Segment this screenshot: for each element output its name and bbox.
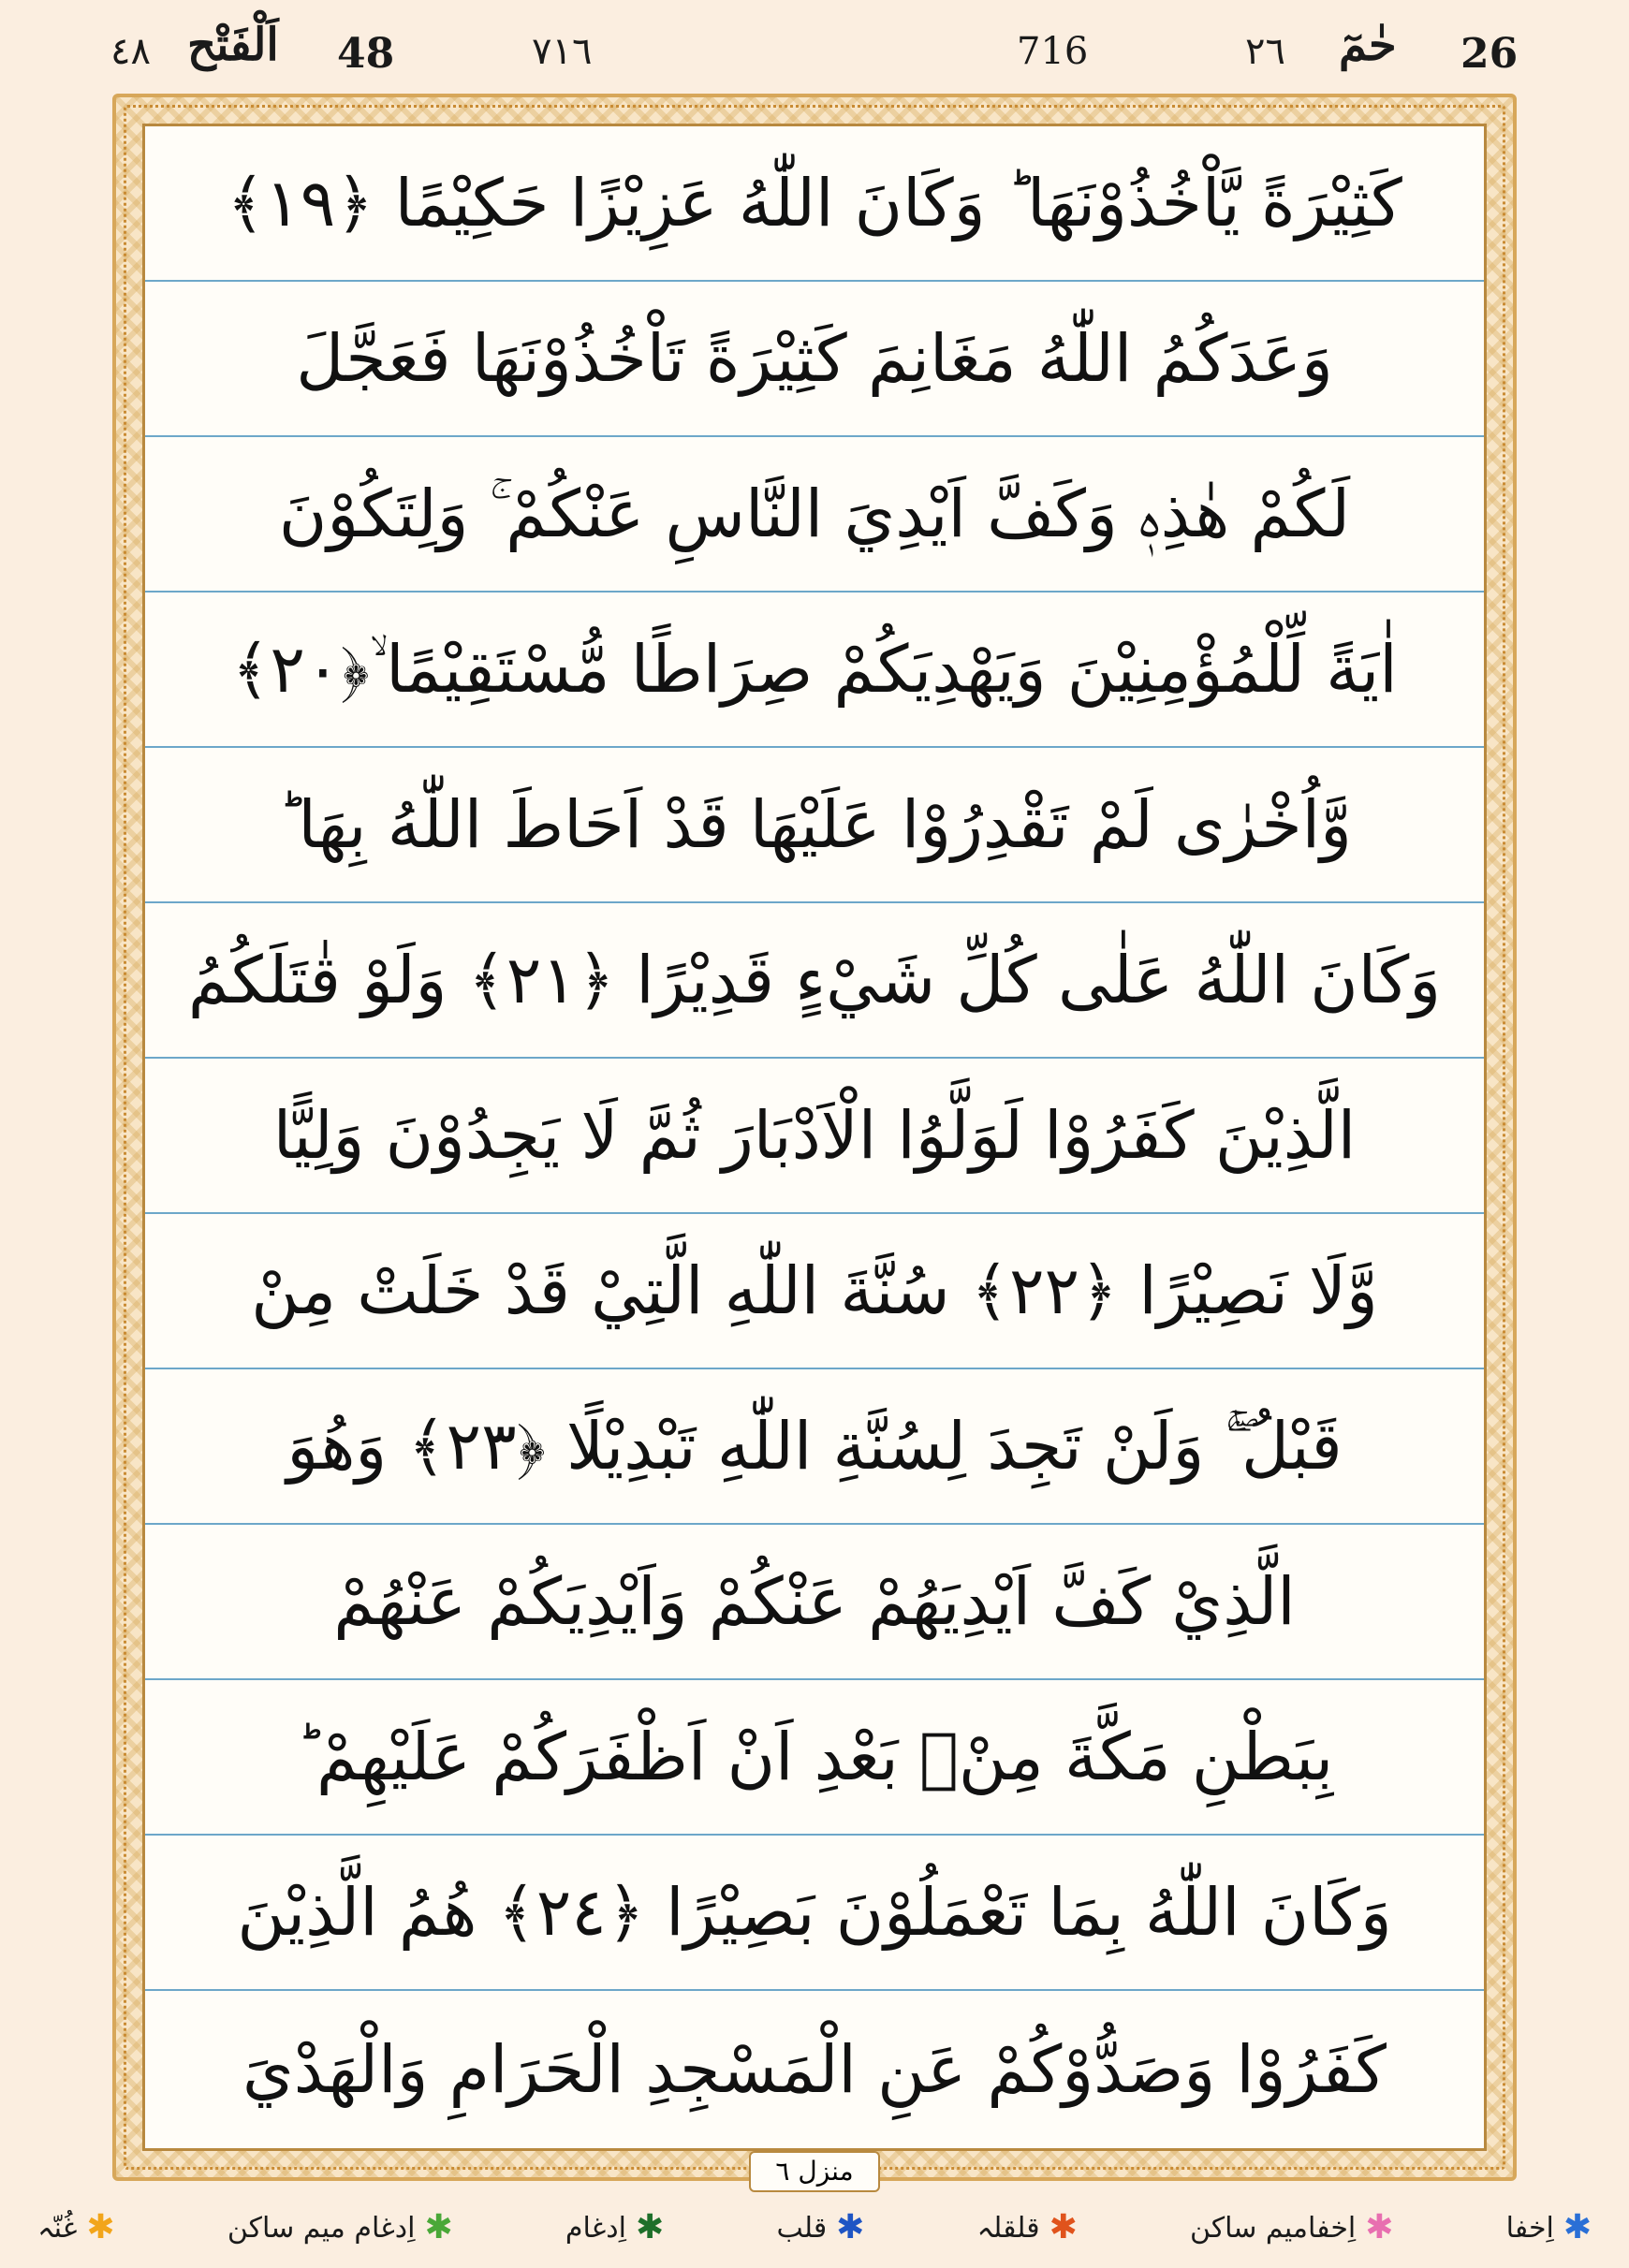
text-line: وَعَدَكُمُ اللّٰهُ مَغَانِمَ كَثِيْرَةً تَاْخُذُوْنَهَا فَعَجَّلَ	[145, 282, 1484, 437]
text-line: لَكُمْ هٰذِهٖ وَكَفَّ اَيْدِيَ النَّاسِ عَنْكُمْ ۚ وَلِتَكُوْنَ	[145, 437, 1484, 593]
legend-item-ghunna: ✱ غُنّہ	[37, 2208, 115, 2246]
asterisk-icon: ✱	[86, 2208, 115, 2246]
text-line: الَّذِيْ كَفَّ اَيْدِيَهُمْ عَنْكُمْ وَاَيْدِيَكُمْ عَنْهُمْ	[145, 1525, 1484, 1680]
text-line: وَكَانَ اللّٰهُ بِمَا تَعْمَلُوْنَ بَصِيْرًا ﴿٢٤﴾ هُمُ الَّذِيْنَ	[145, 1836, 1484, 1991]
asterisk-icon: ✱	[1049, 2208, 1078, 2246]
asterisk-icon: ✱	[424, 2208, 453, 2246]
legend-item-qalb: ✱ قلب	[776, 2208, 865, 2246]
asterisk-icon: ✱	[1563, 2208, 1592, 2246]
legend-item-idgham-meem-sakin: ✱ اِدغام میم ساکن	[227, 2208, 453, 2246]
text-line: كَثِيْرَةً يَّاْخُذُوْنَهَا ؕ وَكَانَ اللّٰهُ عَزِيْزًا حَكِيْمًا ﴿١٩﴾	[145, 126, 1484, 282]
para-name: حٰمٓ	[1339, 19, 1397, 71]
text-line: وَّاُخْرٰى لَمْ تَقْدِرُوْا عَلَيْهَا قَدْ اَحَاطَ اللّٰهُ بِهَا ؕ	[145, 748, 1484, 903]
legend-item-ikhfa: ✱ اِخفا	[1505, 2208, 1592, 2246]
manzil-label: منزل ٦	[749, 2151, 880, 2192]
legend-item-ikhfa-meem-sakin: ✱ اِخفامیم ساکن	[1189, 2208, 1394, 2246]
page-header	[0, 0, 1629, 94]
text-line: كَفَرُوْا وَصَدُّوْكُمْ عَنِ الْمَسْجِدِ الْحَرَامِ وَالْهَدْيَ	[242, 2031, 1387, 2108]
page-number-arabic: ٧١٦	[532, 30, 593, 73]
legend-item-idgham: ✱ اِدغام	[565, 2208, 665, 2246]
surah-number-arabic: ٤٨	[110, 30, 151, 73]
asterisk-icon: ✱	[636, 2208, 665, 2246]
text-line: وَّلَا نَصِيْرًا ﴿٢٢﴾ سُنَّةَ اللّٰهِ الَّتِيْ قَدْ خَلَتْ مِنْ	[145, 1214, 1484, 1369]
text-line: قَبْلُ ۖۚ وَلَنْ تَجِدَ لِسُنَّةِ اللّٰهِ تَبْدِيْلًا ﴿٢٣﴾ وَهُوَ	[145, 1369, 1484, 1525]
text-line: وَكَانَ اللّٰهُ عَلٰى كُلِّ شَيْءٍ قَدِيْرًا ﴿٢١﴾ وَلَوْ قٰتَلَكُمُ	[145, 903, 1484, 1059]
text-line: بِبَطْنِ مَكَّةَ مِنْۢ بَعْدِ اَنْ اَظْفَرَكُمْ عَلَيْهِمْ ؕ	[145, 1680, 1484, 1836]
tajweed-legend	[0, 2200, 1629, 2256]
page-number: 716	[1017, 30, 1089, 73]
para-number: 26	[1460, 30, 1519, 78]
asterisk-icon: ✱	[836, 2208, 865, 2246]
text-panel	[142, 124, 1487, 2151]
para-number-arabic: ٢٦	[1245, 30, 1285, 73]
asterisk-icon: ✱	[1365, 2208, 1394, 2246]
surah-number: 48	[337, 30, 395, 78]
legend-item-qalqala: ✱ قلقلہ	[976, 2208, 1078, 2246]
text-line: الَّذِيْنَ كَفَرُوْا لَوَلَّوُا الْاَدْبَارَ ثُمَّ لَا يَجِدُوْنَ وَلِيًّا	[145, 1059, 1484, 1214]
text-line: اٰيَةً لِّلْمُؤْمِنِيْنَ وَيَهْدِيَكُمْ صِرَاطًا مُّسْتَقِيْمًا ۙ﴿٢٠﴾	[145, 593, 1484, 748]
surah-name: اَلْفَتْح	[187, 19, 279, 71]
